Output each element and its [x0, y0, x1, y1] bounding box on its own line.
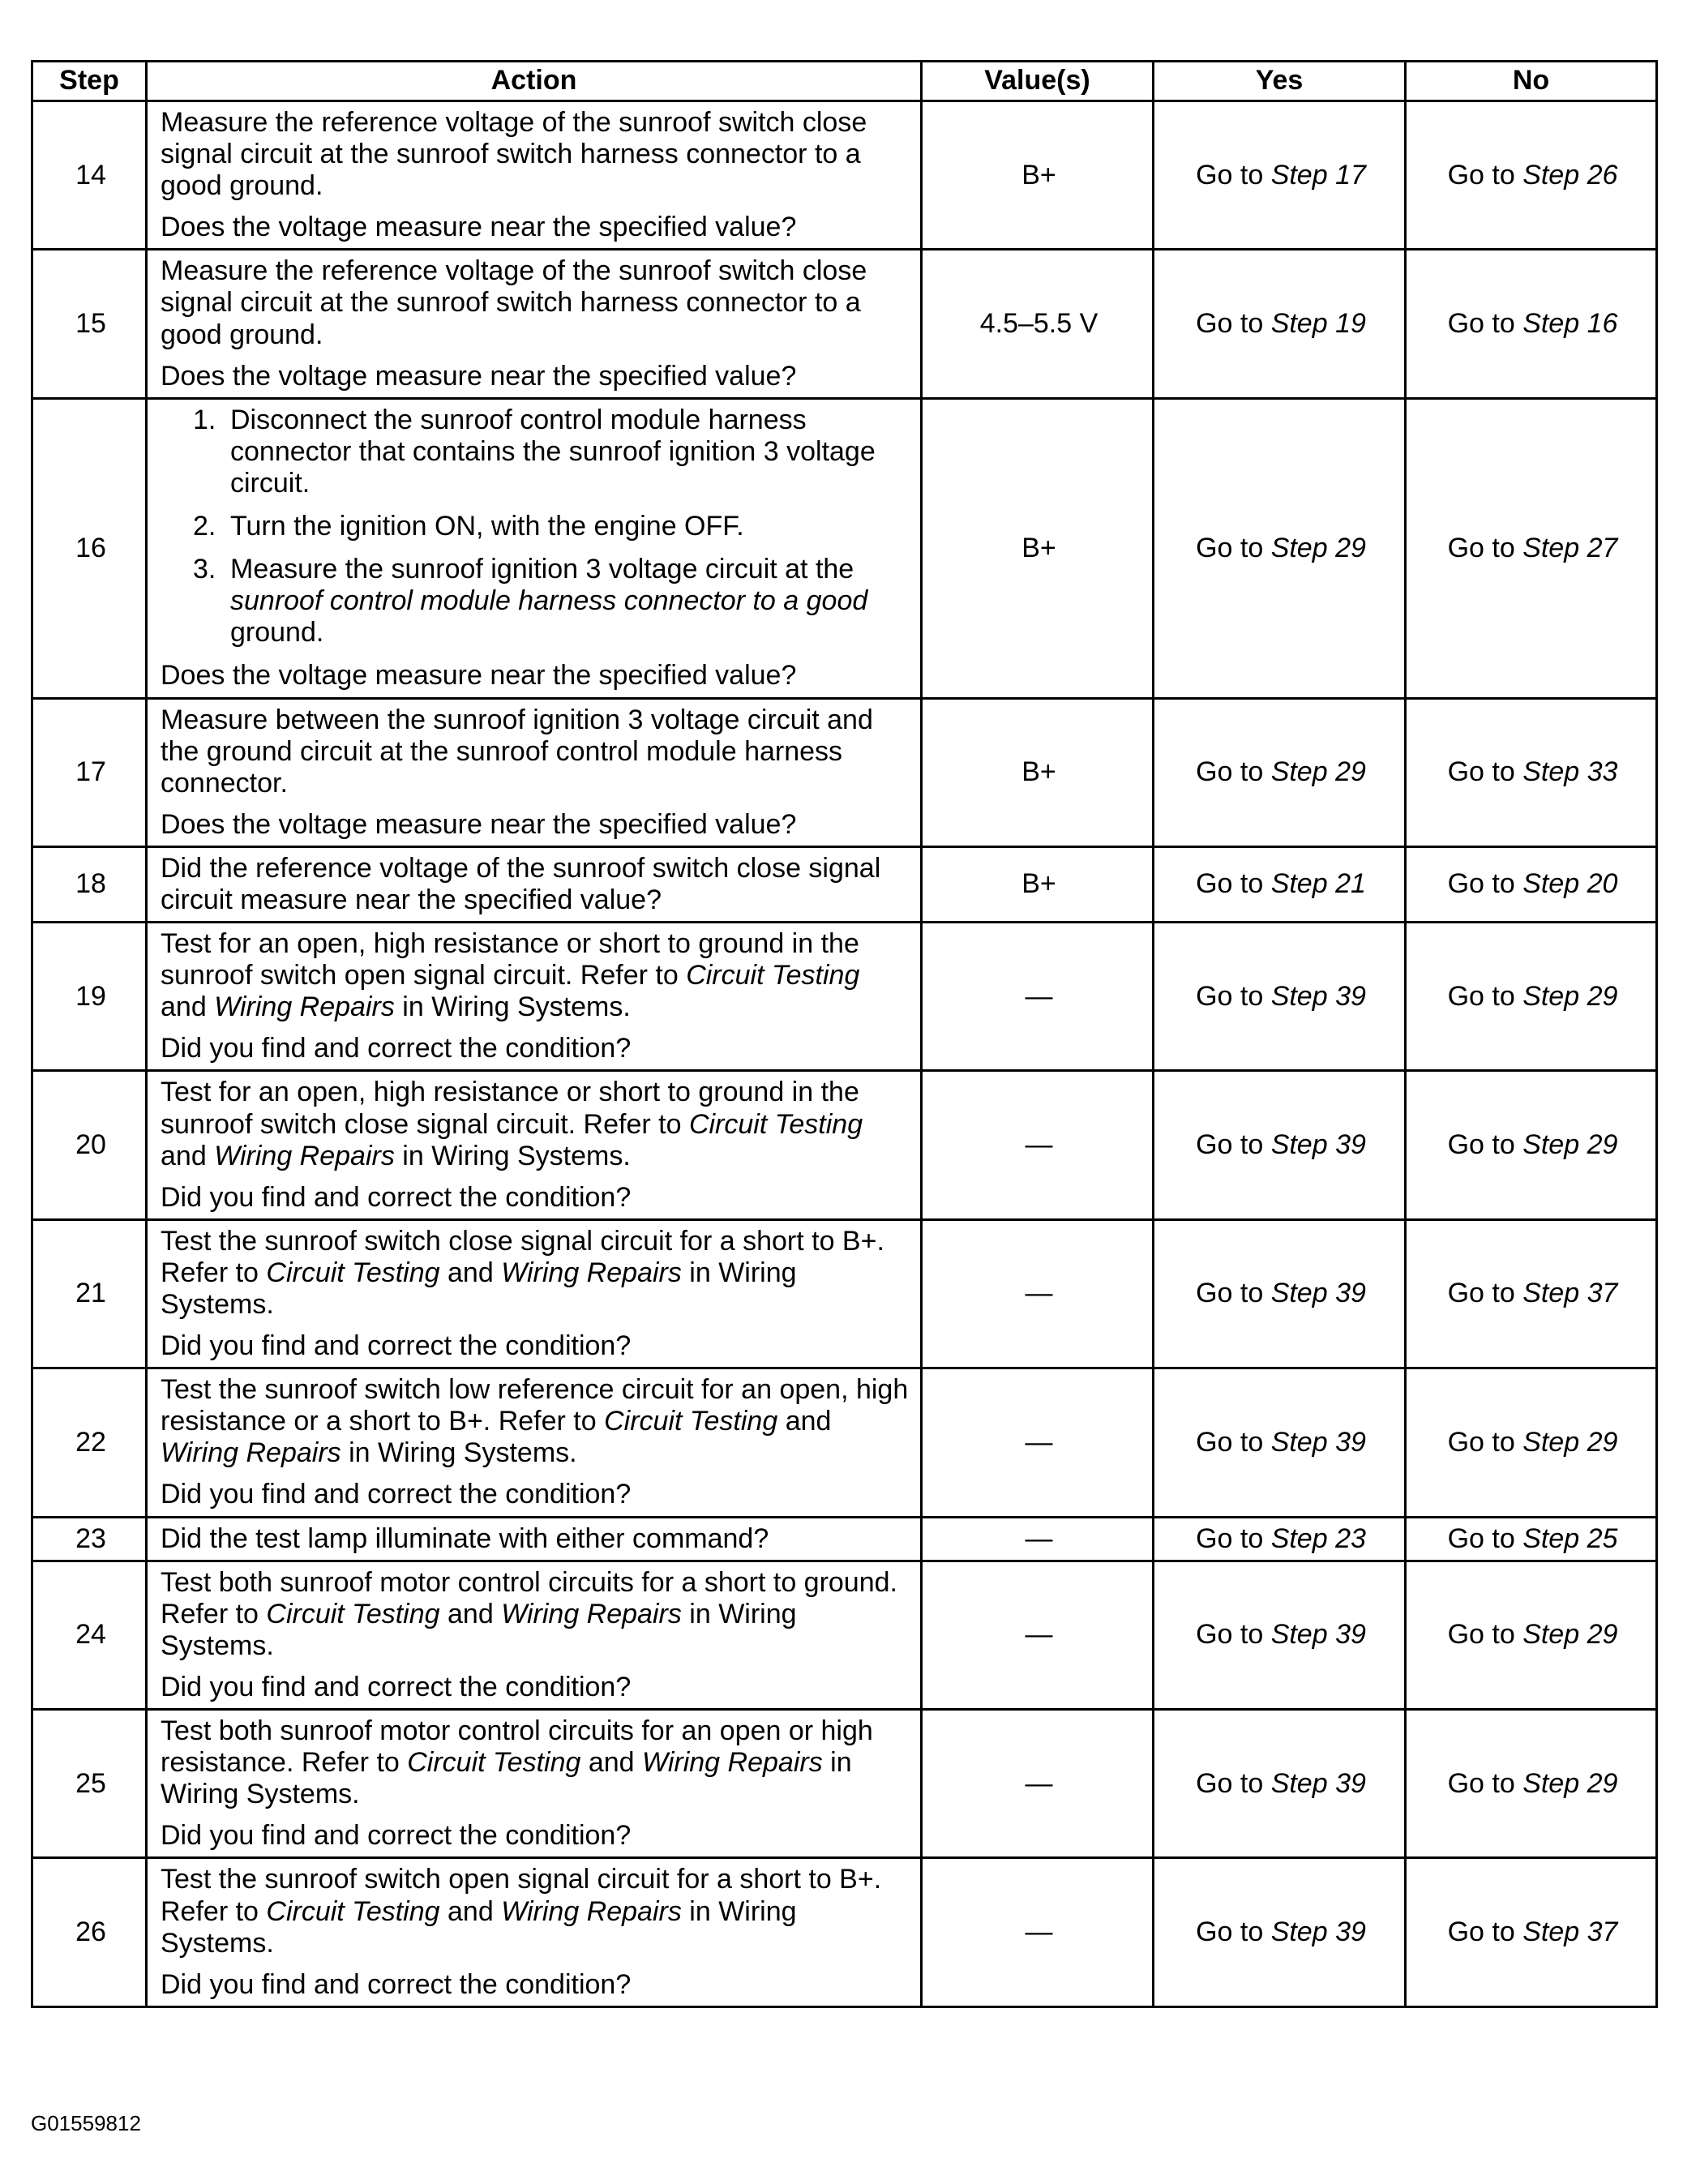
action-segment: in Wiring Systems.	[394, 1140, 631, 1171]
goto-prefix: Go to	[1447, 1278, 1523, 1309]
action-segment: Wiring Repairs	[214, 1140, 395, 1171]
action-segment: and	[777, 1406, 832, 1437]
goto-prefix: Go to	[1196, 308, 1271, 340]
action-segment: Circuit Testing	[266, 1257, 440, 1288]
action-question: Did you find and correct the condition?	[161, 1330, 632, 1362]
action-step-item	[193, 554, 910, 649]
action-text	[161, 1567, 910, 1662]
action-step-text	[230, 405, 910, 499]
goto-prefix: Go to	[1447, 1767, 1523, 1799]
goto-step: Step 16	[1522, 308, 1618, 340]
table-body	[32, 101, 1657, 2007]
action-segment: sunroof control module harness connector to a good	[230, 585, 868, 617]
goto-step: Step 29	[1270, 532, 1366, 563]
action-segment: Measure the sunroof ignition 3 voltage circuit at the	[230, 554, 854, 585]
value-cell: —	[922, 1858, 1154, 2006]
yes-cell	[1154, 1517, 1406, 1561]
table-row	[32, 923, 1657, 1071]
table-row	[32, 1219, 1657, 1368]
no-cell	[1406, 923, 1657, 1071]
action-segment: Wiring Repairs	[501, 1895, 682, 1927]
yes-cell	[1154, 698, 1406, 846]
step-cell: 25	[32, 1710, 147, 1858]
table-row	[32, 398, 1657, 698]
action-cell	[147, 1071, 922, 1219]
goto-prefix: Go to	[1447, 756, 1523, 788]
step-cell: 19	[32, 923, 147, 1071]
goto-step: Step 17	[1270, 159, 1366, 191]
goto-prefix: Go to	[1196, 1522, 1271, 1554]
yes-cell	[1154, 846, 1406, 922]
action-segment: Circuit Testing	[266, 1895, 440, 1927]
goto-prefix: Go to	[1447, 532, 1523, 563]
action-cell	[147, 1517, 922, 1561]
action-cell	[147, 1561, 922, 1709]
value-cell: —	[922, 1517, 1154, 1561]
action-segment: Circuit Testing	[407, 1747, 581, 1779]
goto-step: Step 39	[1270, 1278, 1366, 1309]
goto-step: Step 39	[1270, 980, 1366, 1012]
goto-step: Step 37	[1522, 1916, 1618, 1948]
no-cell	[1406, 1858, 1657, 2006]
value-cell: —	[922, 1368, 1154, 1517]
action-segment: Circuit Testing	[266, 1598, 440, 1629]
table-row	[32, 1517, 1657, 1561]
value-cell: —	[922, 1219, 1154, 1368]
action-segment: Circuit Testing	[688, 1108, 863, 1140]
no-cell	[1406, 250, 1657, 398]
action-segment: Wiring Repairs	[501, 1257, 682, 1288]
action-step-number: 2.	[193, 511, 216, 542]
step-cell: 22	[32, 1368, 147, 1517]
table-row	[32, 1368, 1657, 1517]
no-cell	[1406, 101, 1657, 250]
action-steps	[161, 405, 910, 649]
action-segment: Measure the reference voltage of the sunroof switch close signal circuit at the sunroof switch harness connector to a good ground.	[161, 107, 867, 202]
action-question: Does the voltage measure near the specified value?	[161, 808, 797, 840]
action-question: Did you find and correct the condition?	[161, 1968, 632, 2000]
goto-step: Step 39	[1270, 1916, 1366, 1948]
action-segment: in Wiring Systems.	[340, 1437, 577, 1469]
goto-step: Step 39	[1270, 1619, 1366, 1651]
action-segment: Wiring Repairs	[214, 991, 395, 1023]
yes-cell	[1154, 101, 1406, 250]
yes-cell	[1154, 1561, 1406, 1709]
action-segment: Test the sunroof switch close signal circuit for a short to B+. Refer to	[161, 1225, 884, 1288]
action-question: Did you find and correct the condition?	[161, 1181, 632, 1213]
table-row	[32, 698, 1657, 846]
goto-prefix: Go to	[1196, 1619, 1271, 1651]
no-cell	[1406, 398, 1657, 698]
action-segment: Test both sunroof motor control circuits for a short to ground. Refer to	[161, 1566, 897, 1629]
action-cell	[147, 1710, 922, 1858]
header-row	[32, 62, 1657, 101]
action-segment: Disconnect the sunroof control module harness connector that contains the sunroof ignition 3 voltage circuit.	[230, 404, 876, 499]
table-row	[32, 1561, 1657, 1709]
goto-prefix: Go to	[1447, 1522, 1523, 1554]
header-yes: Yes	[1154, 62, 1406, 101]
goto-step: Step 29	[1522, 980, 1618, 1012]
step-cell: 17	[32, 698, 147, 846]
goto-step: Step 20	[1522, 868, 1618, 900]
goto-step: Step 39	[1270, 1129, 1366, 1161]
action-segment: in Wiring Systems.	[161, 1747, 852, 1810]
yes-cell	[1154, 398, 1406, 698]
action-text	[161, 1523, 910, 1555]
no-cell	[1406, 1219, 1657, 1368]
value-cell: —	[922, 923, 1154, 1071]
action-segment: and	[439, 1257, 502, 1288]
yes-cell	[1154, 1858, 1406, 2006]
header-action: Action	[147, 62, 922, 101]
no-cell	[1406, 1071, 1657, 1219]
diagnostic-table	[31, 60, 1658, 2008]
value-cell: B+	[922, 698, 1154, 846]
action-segment: Test for an open, high resistance or short to ground in the sunroof switch open signal circuit. Refer to	[161, 928, 859, 991]
goto-step: Step 29	[1522, 1129, 1618, 1161]
goto-prefix: Go to	[1196, 532, 1271, 563]
action-step-number: 3.	[193, 554, 216, 585]
action-segment: Measure between the sunroof ignition 3 voltage circuit and the ground circuit at the sunroof control module harness connector.	[161, 704, 873, 799]
action-segment: and	[439, 1598, 502, 1629]
action-question: Does the voltage measure near the specified value?	[161, 360, 797, 392]
goto-step: Step 29	[1522, 1767, 1618, 1799]
no-cell	[1406, 1517, 1657, 1561]
header-step: Step	[32, 62, 147, 101]
goto-prefix: Go to	[1447, 159, 1523, 191]
action-segment: and	[161, 991, 215, 1023]
action-cell	[147, 1219, 922, 1368]
action-segment: Test for an open, high resistance or short to ground in the sunroof switch close signal circuit. Refer to	[161, 1077, 859, 1140]
yes-cell	[1154, 1710, 1406, 1858]
yes-cell	[1154, 1368, 1406, 1517]
action-cell	[147, 1858, 922, 2006]
action-text	[161, 255, 910, 350]
yes-cell	[1154, 1219, 1406, 1368]
goto-prefix: Go to	[1196, 1278, 1271, 1309]
header-no: No	[1406, 62, 1657, 101]
goto-prefix: Go to	[1196, 756, 1271, 788]
goto-prefix: Go to	[1196, 1916, 1271, 1948]
goto-prefix: Go to	[1196, 1426, 1271, 1458]
action-step-text	[230, 511, 910, 542]
action-text	[161, 704, 910, 799]
step-cell: 26	[32, 1858, 147, 2006]
action-segment: Test both sunroof motor control circuits for an open or high resistance. Refer to	[161, 1715, 873, 1779]
action-segment: Turn the ignition ON, with the engine OFF.	[230, 511, 744, 542]
goto-prefix: Go to	[1196, 868, 1271, 900]
table-row	[32, 1710, 1657, 1858]
value-cell: —	[922, 1071, 1154, 1219]
goto-step: Step 19	[1270, 308, 1366, 340]
action-segment: and	[580, 1747, 643, 1779]
action-text	[161, 1864, 910, 1959]
action-text	[161, 1226, 910, 1321]
step-cell: 23	[32, 1517, 147, 1561]
step-cell: 24	[32, 1561, 147, 1709]
yes-cell	[1154, 250, 1406, 398]
no-cell	[1406, 1710, 1657, 1858]
action-text	[161, 928, 910, 1023]
table-row	[32, 846, 1657, 922]
value-cell: B+	[922, 101, 1154, 250]
step-cell: 15	[32, 250, 147, 398]
goto-prefix: Go to	[1447, 868, 1523, 900]
action-segment: Wiring Repairs	[161, 1437, 341, 1469]
figure-id: G01559812	[31, 2111, 141, 2135]
value-cell: B+	[922, 846, 1154, 922]
goto-prefix: Go to	[1196, 1129, 1271, 1161]
goto-step: Step 21	[1270, 868, 1366, 900]
action-segment: Circuit Testing	[686, 960, 860, 991]
action-text	[161, 1077, 910, 1171]
action-step-item	[193, 511, 910, 542]
no-cell	[1406, 1561, 1657, 1709]
goto-step: Step 23	[1270, 1522, 1366, 1554]
action-text	[161, 1715, 910, 1810]
action-segment: Did the reference voltage of the sunroof switch close signal circuit measure near the specified value?	[161, 852, 881, 915]
action-segment: Wiring Repairs	[642, 1747, 823, 1779]
action-segment: Test the sunroof switch low reference circuit for an open, high resistance or a short to B+. Refer to	[161, 1374, 909, 1437]
goto-step: Step 39	[1270, 1426, 1366, 1458]
table-row	[32, 250, 1657, 398]
step-cell: 20	[32, 1071, 147, 1219]
goto-prefix: Go to	[1447, 1426, 1523, 1458]
action-segment: Did the test lamp illuminate with either command?	[161, 1522, 769, 1554]
action-cell	[147, 398, 922, 698]
goto-step: Step 37	[1522, 1278, 1618, 1309]
action-step-text	[230, 554, 910, 649]
value-cell: 4.5–5.5 V	[922, 250, 1154, 398]
no-cell	[1406, 698, 1657, 846]
action-segment: and	[439, 1895, 502, 1927]
action-cell	[147, 1368, 922, 1517]
goto-prefix: Go to	[1196, 1767, 1271, 1799]
header-values: Value(s)	[922, 62, 1154, 101]
step-cell: 16	[32, 398, 147, 698]
no-cell	[1406, 1368, 1657, 1517]
action-segment: Test the sunroof switch open signal circuit for a short to B+. Refer to	[161, 1864, 882, 1927]
goto-prefix: Go to	[1196, 159, 1271, 191]
goto-prefix: Go to	[1447, 308, 1523, 340]
action-question: Did you find and correct the condition?	[161, 1033, 632, 1064]
action-cell	[147, 101, 922, 250]
value-cell: —	[922, 1561, 1154, 1709]
action-segment: Measure the reference voltage of the sunroof switch close signal circuit at the sunroof switch harness connector to a good ground.	[161, 255, 867, 350]
action-segment: ground.	[230, 617, 324, 649]
table-row	[32, 101, 1657, 250]
table-row	[32, 1071, 1657, 1219]
action-segment: in Wiring Systems.	[394, 991, 631, 1023]
yes-cell	[1154, 923, 1406, 1071]
goto-step: Step 25	[1522, 1522, 1618, 1554]
action-cell	[147, 250, 922, 398]
goto-step: Step 27	[1522, 532, 1618, 563]
action-segment: in Wiring Systems.	[161, 1895, 797, 1959]
action-step-number: 1.	[193, 404, 216, 435]
action-segment: Circuit Testing	[604, 1406, 778, 1437]
action-step-item	[193, 405, 910, 499]
goto-step: Step 29	[1270, 756, 1366, 788]
action-question: Does the voltage measure near the specified value?	[161, 660, 797, 692]
goto-prefix: Go to	[1447, 1619, 1523, 1651]
action-question: Did you find and correct the condition?	[161, 1479, 632, 1510]
goto-prefix: Go to	[1447, 980, 1523, 1012]
goto-step: Step 33	[1522, 756, 1618, 788]
action-text	[161, 1374, 910, 1469]
action-question: Did you find and correct the condition?	[161, 1671, 632, 1702]
step-cell: 14	[32, 101, 147, 250]
table-row	[32, 1858, 1657, 2006]
action-cell	[147, 698, 922, 846]
action-cell	[147, 846, 922, 922]
no-cell	[1406, 846, 1657, 922]
step-cell: 18	[32, 846, 147, 922]
goto-step: Step 39	[1270, 1767, 1366, 1799]
goto-step: Step 29	[1522, 1619, 1618, 1651]
goto-step: Step 26	[1522, 159, 1618, 191]
step-cell: 21	[32, 1219, 147, 1368]
action-segment: Wiring Repairs	[501, 1598, 682, 1629]
goto-step: Step 29	[1522, 1426, 1618, 1458]
goto-prefix: Go to	[1447, 1129, 1523, 1161]
goto-prefix: Go to	[1447, 1916, 1523, 1948]
action-segment: in Wiring Systems.	[161, 1598, 797, 1661]
action-text	[161, 107, 910, 202]
action-cell	[147, 923, 922, 1071]
yes-cell	[1154, 1071, 1406, 1219]
action-text	[161, 853, 910, 916]
action-question: Did you find and correct the condition?	[161, 1820, 632, 1852]
goto-prefix: Go to	[1196, 980, 1271, 1012]
value-cell: —	[922, 1710, 1154, 1858]
value-cell: B+	[922, 398, 1154, 698]
action-segment: and	[161, 1140, 215, 1171]
action-segment: in Wiring Systems.	[161, 1257, 797, 1320]
action-question: Does the voltage measure near the specified value?	[161, 212, 797, 243]
